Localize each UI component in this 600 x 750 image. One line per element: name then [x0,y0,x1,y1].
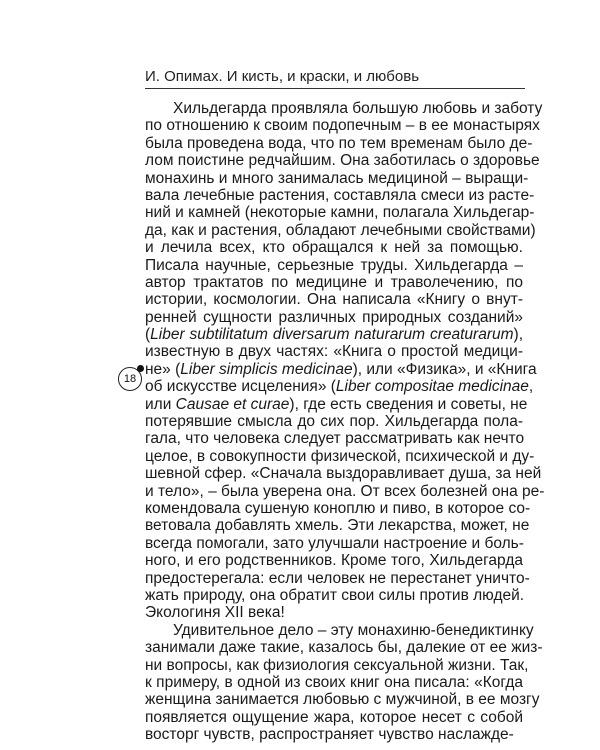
text-segment: и лечила всех, кто обращался к ней за помощью. [145,239,523,257]
text-segment: шевной сфер. «Сначала выздоравливает душа, за ней [145,465,542,483]
italic-text: Liber simplicis medicinae [180,360,353,378]
italic-text: Liber compositae medicinae [335,378,529,396]
text-line [145,517,530,535]
text-line [145,656,529,674]
text-segment: или [145,395,176,413]
text-segment: была проведена вода, что по тем временам было де- [145,134,533,152]
text-line [145,169,529,187]
text-line [145,291,523,308]
text-segment: комендовала сушеную коноплю и пиво, в которое со- [145,499,531,517]
page-marker-dot [137,365,144,372]
text-line [145,552,523,569]
text-segment: известную в двух частях: «Книга о простой медици- [145,343,523,361]
text-line [145,674,523,691]
text-segment: всегда помогали, зато улучшали настроение и боль- [145,534,524,552]
page-number: 18 [123,373,137,385]
text-line [145,499,531,517]
text-segment: , [528,378,534,396]
text-segment: целое, в совокупности физической, психической и ду- [145,447,535,465]
text-segment: Удивительное дело – эту монахиню-бенедиктинку [173,621,534,639]
text-segment: вала лечебные растения, составляла смеси из расте- [145,186,535,204]
text-segment: к примеру, в одной из своих книг она писала: «Когда [145,673,523,691]
text-segment: ), [513,326,523,344]
text-segment: автор трактатов по медицине и траволечению, по [145,273,523,291]
text-segment: Писала научные, серьезные труды. Хильдегарда – [145,256,523,274]
header-rule [145,88,525,89]
text-segment: гала, что человека следует рассматривать как нечто [145,430,525,448]
text-segment: ного, и его родственников. Кроме того, Хильдегарда [145,552,523,570]
text-segment: ( [145,326,151,344]
text-line [145,395,528,413]
text-segment: истории, космологии. Она написала «Книгу о внут- [145,291,523,309]
text-segment: ), или «Физика», и «Книга [352,360,537,378]
text-segment: жать природу, она обратит свои силы против людей. [145,586,525,604]
page-number-badge [118,367,142,391]
text-line [145,186,535,204]
text-segment: появляется ощущение жара, которое несет с собой [145,708,523,726]
text-segment: занимали даже такие, казалось бы, далекие от ее жиз- [145,639,543,657]
text-segment: не» ( [145,360,181,378]
text-segment: монахинь и много занималась медициной – выращи- [145,169,529,187]
text-segment: по отношению к своим подопечным – в ее монастырях [145,117,540,135]
italic-text: Liber subtilitatum diversarum naturarum creaturarum [150,326,514,344]
text-segment: и тело», – была уверена она. От всех болезней она ре- [145,482,545,500]
text-line [145,378,534,396]
text-segment: ний и камней (некоторые камни, полагала Хильдегар- [145,204,535,222]
text-segment: восторг чувств, распространяет чувство наслажде- [145,726,514,744]
text-line [145,587,523,604]
text-line [145,274,523,291]
text-line [145,204,535,222]
text-line [145,639,543,657]
text-line [145,239,523,256]
text-line [145,482,545,500]
text-line [145,709,523,726]
text-line [145,117,540,135]
text-line [145,326,523,343]
text-line [145,691,540,709]
text-line [145,604,523,621]
text-segment: об искусстве исцеления» ( [145,378,336,396]
text-line [145,134,533,152]
text-line [145,257,523,274]
text-line [145,569,530,587]
text-segment: Хильдегарда проявляла большую любовь и заботу [173,100,543,117]
text-line [145,413,523,430]
italic-text: Causae et curae [175,395,290,413]
text-segment: ни вопросы, как физиология сексуальной жизни. Так, [145,656,529,674]
text-segment: предостерегала: если человек не перестанет уничто- [145,569,530,587]
text-line [145,621,534,639]
text-segment: да, как и растения, обладают лечебными свойствами) [145,221,536,239]
text-segment: ), где есть сведения и советы, не [289,395,528,413]
text-segment: ветовала добавлять хмель. Эти лекарства, может, не [145,517,530,535]
text-line [145,360,537,378]
body-text [145,100,545,744]
text-line [145,221,536,239]
text-segment: женщина занимается любовью с мужчиной, в ее мозгу [145,691,540,709]
text-line [145,726,523,743]
text-line [145,447,535,465]
running-head: И. Опимах. И кисть, и краски, и любовь [145,68,420,85]
text-line [145,465,542,483]
text-line [145,100,543,117]
text-line [145,430,523,447]
text-line [145,309,523,326]
text-line [145,535,523,552]
text-segment: Экологиня XII века! [145,604,285,622]
text-segment: ренней сущности различных природных созданий» [145,308,523,326]
text-line [145,343,523,360]
text-segment: потерявшие смысла до сих пор. Хильдегарда пола- [145,413,523,431]
text-segment: лом поистине редчайшим. Она заботилась о здоровье [145,152,540,170]
text-line [145,152,540,170]
